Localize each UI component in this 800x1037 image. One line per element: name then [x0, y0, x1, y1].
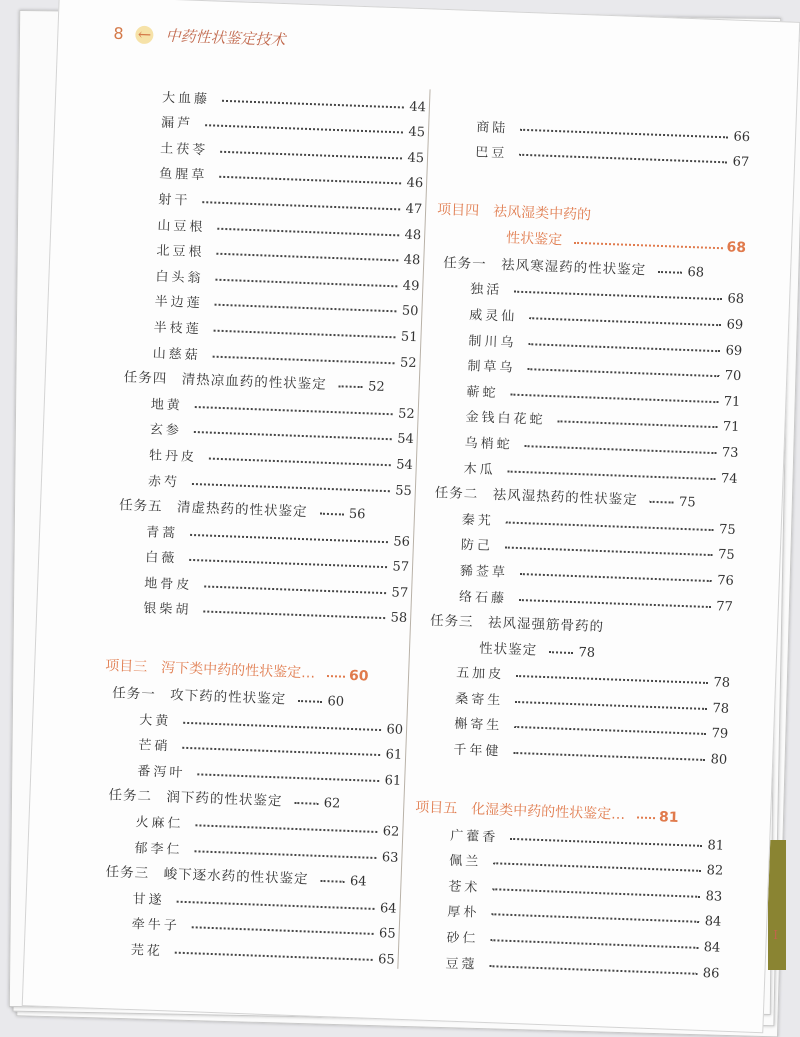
dot-leader: [220, 151, 402, 160]
entry-title: 赤芍: [147, 473, 181, 491]
dot-leader: [549, 651, 573, 654]
entry-page-number: 71: [723, 394, 741, 410]
entry-page-number: 62: [382, 824, 400, 840]
toc-right-column: [409, 108, 750, 981]
entry-title: 制草乌: [467, 359, 516, 376]
dot-leader: [177, 900, 375, 909]
entry-title: 项目五 化湿类中药的性状鉴定…: [414, 799, 626, 824]
dot-leader: [217, 227, 399, 236]
entry-page-number: 48: [404, 227, 422, 243]
entry-page-number: 56: [393, 534, 411, 550]
entry-title: 北豆根: [156, 243, 205, 261]
entry-title: 威灵仙: [469, 307, 518, 325]
dot-leader: [510, 838, 702, 847]
dot-leader: [190, 534, 388, 543]
toc-left-column: [95, 78, 427, 967]
dot-leader: [192, 482, 390, 491]
entry-title: 千年健: [453, 742, 502, 760]
dot-leader: [209, 457, 391, 466]
entry-title: 独活: [469, 282, 503, 299]
dot-leader: [658, 271, 682, 274]
entry-page-number: 63: [381, 849, 399, 866]
entry-page-number: 76: [716, 573, 735, 589]
entry-title: 番泻叶: [137, 763, 186, 781]
entry-title: 任务四 清热凉血药的性状鉴定: [123, 369, 327, 393]
entry-title: 桑寄生: [454, 691, 504, 709]
entry-title: 青蒿: [145, 524, 179, 542]
dot-leader: [650, 501, 674, 504]
entry-title: 项目四 祛风湿类中药的: [436, 201, 592, 224]
dot-leader: [195, 824, 377, 833]
entry-page-number: 58: [390, 610, 408, 627]
page-number: 8: [113, 23, 124, 44]
entry-page-number: 57: [391, 585, 409, 601]
entry-page-number: 52: [399, 355, 417, 371]
entry-title: 任务五 清虚热药的性状鉴定: [118, 497, 308, 521]
dot-leader: [189, 559, 387, 568]
entry-title: 山豆根: [157, 218, 206, 235]
entry-page-number: 70: [724, 368, 742, 385]
entry-page-number: 73: [721, 445, 739, 461]
entry-page-number: 78: [712, 701, 730, 717]
entry-page-number: 84: [704, 914, 722, 931]
entry-page-number: 60: [386, 721, 404, 738]
dot-leader: [327, 676, 345, 679]
entry-page-number: 64: [349, 874, 367, 890]
dot-leader: [219, 176, 401, 185]
entry-page-number: 62: [323, 796, 341, 813]
entry-title: 土茯苓: [159, 141, 209, 159]
dot-leader: [320, 880, 344, 883]
dot-leader: [192, 927, 374, 936]
dot-leader: [213, 355, 395, 364]
dot-leader: [527, 368, 719, 377]
entry-title: 豨莶草: [459, 563, 509, 581]
entry-title: 性状鉴定: [505, 230, 563, 249]
entry-title: 砂仁: [446, 930, 479, 947]
entry-page-number: 80: [710, 752, 728, 768]
entry-page-number: 66: [733, 129, 751, 145]
entry-title: 豆蔻: [445, 956, 478, 973]
book-title: 中药性状鉴定技术: [165, 26, 286, 50]
entry-page-number: 60: [348, 668, 369, 686]
entry-title: 广藿香: [449, 828, 499, 846]
entry-title: 白薇: [144, 550, 178, 567]
entry-page-number: 52: [367, 379, 385, 396]
entry-page-number: 71: [722, 419, 740, 436]
entry-page-number: 79: [711, 726, 729, 743]
entry-page-number: 78: [713, 675, 731, 692]
entry-page-number: 64: [379, 900, 397, 917]
entry-page-number: 78: [578, 644, 596, 661]
entry-title: 山慈菇: [152, 345, 201, 363]
dot-leader: [215, 304, 397, 313]
entry-page-number: 82: [706, 863, 724, 879]
entry-page-number: 44: [409, 99, 427, 115]
entry-title: 五加皮: [455, 666, 505, 683]
dot-leader: [204, 585, 386, 594]
dot-leader: [215, 278, 397, 287]
dot-leader: [515, 701, 707, 710]
entry-page-number: 75: [678, 494, 696, 511]
entry-title: 络石藤: [458, 589, 508, 607]
entry-title: 苍术: [448, 879, 481, 896]
entry-title: 任务二 祛风湿热药的性状鉴定: [434, 484, 638, 509]
entry-page-number: 60: [327, 694, 345, 710]
entry-title: 银柴胡: [143, 601, 192, 619]
entry-page-number: 68: [727, 291, 745, 308]
entry-page-number: 47: [405, 201, 423, 218]
dot-leader: [195, 406, 393, 415]
entry-title: 玄参: [149, 422, 183, 439]
entry-page-number: 65: [378, 926, 396, 943]
entry-page-number: 45: [408, 124, 426, 141]
entry-page-number: 68: [726, 239, 747, 257]
entry-title: 槲寄生: [454, 717, 503, 734]
dot-leader: [194, 850, 376, 859]
entry-title: 任务一 攻下药的性状鉴定: [111, 685, 287, 708]
entry-page-number: 69: [725, 342, 743, 359]
dot-leader: [513, 752, 705, 761]
entry-page-number: 51: [400, 329, 418, 346]
dot-leader: [519, 599, 711, 608]
dot-leader: [637, 817, 655, 820]
dot-leader: [319, 513, 343, 516]
entry-page-number: 68: [687, 264, 705, 281]
entry-page-number: 48: [403, 252, 421, 269]
entry-title: 防己: [460, 538, 494, 555]
entry-title: 秦艽: [461, 512, 495, 529]
entry-title: 芒硝: [138, 738, 171, 755]
dot-leader: [489, 965, 697, 975]
entry-title: 射干: [158, 192, 191, 209]
dot-leader: [557, 421, 717, 429]
entry-title: 大血藤: [161, 90, 211, 107]
dot-leader: [294, 802, 318, 805]
entry-page-number: 84: [703, 940, 721, 956]
entry-title: 金钱白花蛇: [465, 410, 546, 429]
entry-page-number: 83: [705, 888, 723, 905]
entry-page-number: 75: [718, 522, 736, 538]
entry-page-number: 69: [726, 317, 744, 334]
entry-title: 性状鉴定: [478, 640, 538, 659]
entry-page-number: 61: [385, 747, 403, 764]
entry-title: 佩兰: [449, 853, 482, 871]
entry-title: 鱼腥草: [158, 166, 208, 184]
entry-page-number: 67: [732, 154, 750, 171]
entry-title: 地黄: [150, 397, 184, 414]
entry-page-number: 86: [702, 965, 720, 982]
entry-page-number: 45: [407, 150, 425, 167]
entry-page-number: 74: [720, 470, 738, 487]
entry-page-number: 49: [402, 278, 420, 294]
entry-title: 厚朴: [447, 905, 480, 922]
entry-title: 半边莲: [154, 294, 203, 312]
entry-title: 任务三 峻下逐水药的性状鉴定: [105, 864, 309, 888]
entry-page-number: 57: [392, 559, 410, 576]
dot-leader: [528, 343, 720, 352]
dot-leader: [202, 201, 400, 210]
entry-page-number: 54: [396, 431, 414, 448]
dot-leader: [514, 726, 706, 735]
entry-page-number: 50: [401, 303, 419, 320]
dot-leader: [519, 154, 727, 164]
entry-page-number: 75: [717, 547, 735, 564]
entry-title: 木瓜: [463, 461, 496, 478]
dot-leader: [516, 675, 708, 684]
entry-page-number: 52: [397, 406, 415, 422]
contents-page: [22, 0, 800, 1033]
dot-leader: [222, 99, 404, 108]
dot-leader: [183, 721, 381, 730]
entry-title: 芫花: [130, 943, 164, 960]
dot-leader: [525, 445, 717, 454]
entry-title: 牡丹皮: [148, 448, 198, 466]
entry-title: 牵牛子: [131, 917, 181, 935]
entry-page-number: 77: [716, 598, 734, 615]
entry-page-number: 46: [406, 175, 424, 192]
dot-leader: [197, 773, 379, 782]
entry-page-number: 54: [395, 457, 414, 473]
dot-leader: [574, 242, 722, 249]
entry-page-number: 61: [384, 773, 402, 789]
entry-page-number: 56: [348, 506, 366, 523]
arrow-left-icon: ←: [135, 25, 154, 44]
entry-title: 白头翁: [155, 269, 204, 286]
dot-leader: [175, 952, 373, 961]
entry-title: 乌梢蛇: [464, 435, 513, 453]
dot-leader: [214, 330, 396, 339]
entry-page-number: 65: [377, 952, 395, 968]
entry-title: 地骨皮: [143, 576, 193, 593]
entry-title: 半枝莲: [153, 320, 202, 338]
entry-title: 巴豆: [475, 145, 508, 162]
entry-title: 大黄: [138, 712, 172, 730]
entry-title: 任务三 祛风湿强筋骨药的: [429, 612, 605, 636]
page-marker-icon: I: [773, 928, 778, 942]
dot-leader: [205, 124, 403, 133]
entry-title: 郁李仁: [134, 840, 183, 858]
entry-title: 甘遂: [132, 891, 165, 909]
book-edge-stripe: [768, 840, 786, 970]
entry-title: 任务二 润下药的性状鉴定: [108, 787, 283, 810]
dot-leader: [520, 573, 712, 582]
entry-title: 蕲蛇: [466, 384, 499, 401]
entry-title: 项目三 泻下类中药的性状鉴定…: [104, 658, 316, 683]
dot-leader: [216, 253, 398, 262]
dot-leader: [339, 385, 363, 388]
entry-page-number: 81: [658, 809, 679, 827]
entry-page-number: 55: [395, 482, 413, 499]
dot-leader: [298, 700, 322, 703]
entry-title: 商陆: [475, 119, 509, 136]
entry-title: 漏芦: [160, 115, 194, 132]
entry-page-number: 81: [707, 837, 725, 854]
dot-leader: [203, 611, 385, 620]
entry-title: 任务一 祛风寒湿药的性状鉴定: [442, 254, 647, 279]
running-header: [113, 23, 286, 50]
dot-leader: [529, 317, 721, 326]
entry-title: 火麻仁: [135, 815, 184, 832]
entry-title: 制川乌: [468, 333, 517, 351]
dot-leader: [194, 431, 392, 440]
dot-leader: [182, 747, 380, 756]
